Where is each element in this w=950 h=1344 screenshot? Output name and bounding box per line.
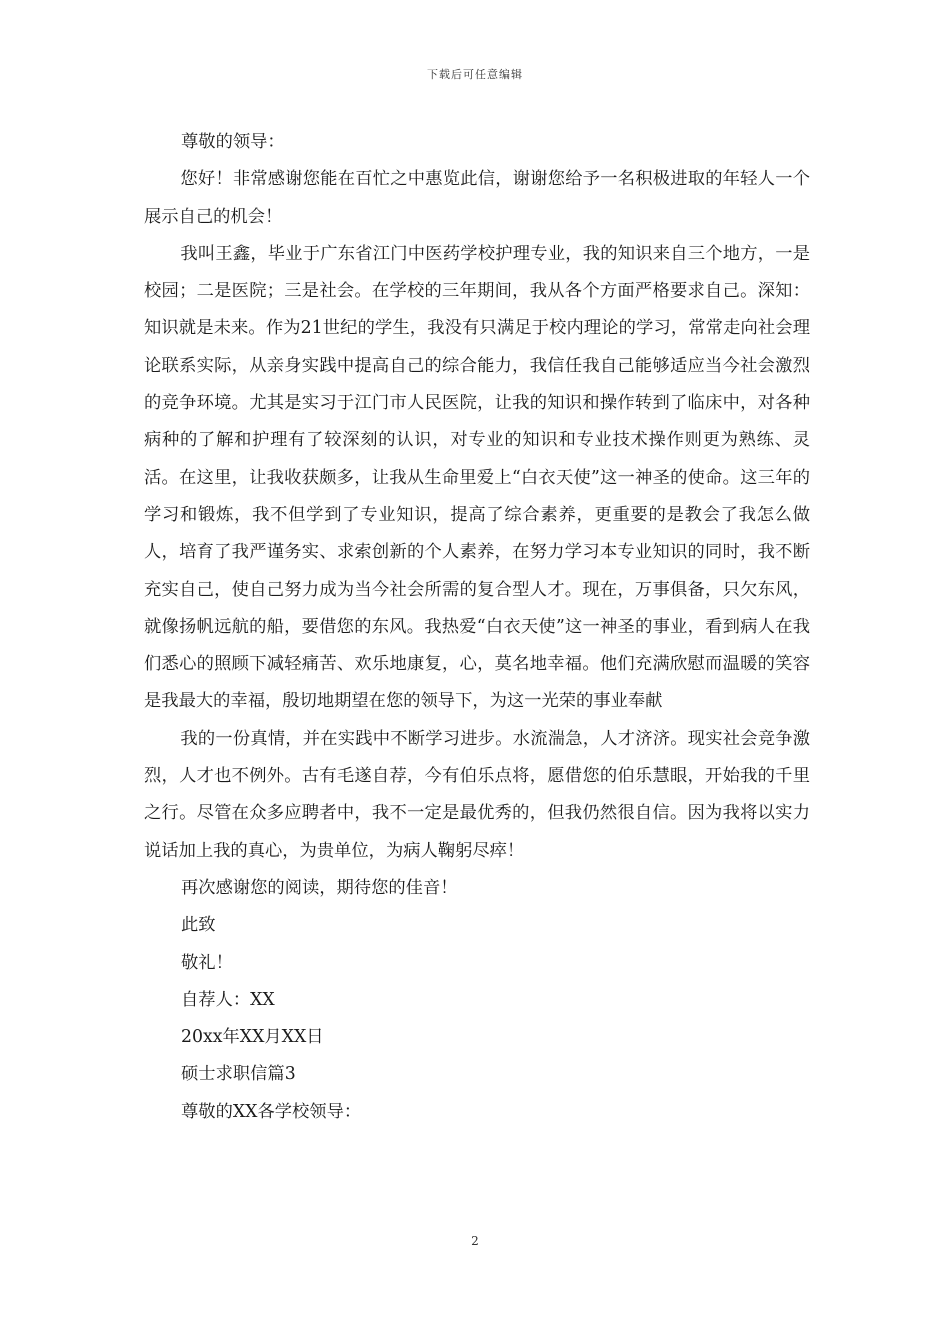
page-header: 下载后可任意编辑 [427,68,523,81]
paragraph-3: 我的一份真情，并在实践中不断学习进步。水流湍急，人才济济。现实社会竞争激烈，人才也不例外。古有毛遂自荐，今有伯乐点将，愿借您的伯乐慧眼，开始我的千里之行。尽管在众多应聘者中，我不一定是最优秀的，但我仍然很自信。因为我将以实力说话加上我的真心，为贵单位，为病人鞠躬尽瘁！ [144,728,810,861]
closing-jingli: 敬礼！ [181,952,233,973]
closing-thanks: 再次感谢您的阅读，期待您的佳音！ [181,877,458,898]
page-number: 2 [471,1234,479,1248]
closing-cizhi: 此致 [181,915,216,936]
date: 20xx年XX月XX日 [181,1027,324,1048]
paragraph-2: 我叫王鑫，毕业于广东省江门中医药学校护理专业，我的知识来自三个地方，一是校园；二是医院；三是社会。在学校的三年期间，我从各个方面严格要求自己。深知：知识就是未来。作为21世纪的学生，我没有只满足于校内理论的学习，常常走向社会理论联系实际，从亲身实践中提高自己的综合能力，我信任我自己能够适应当今社会激烈的竞争环境。尤其是实习于江门市人民医院，让我的知识和操作转到了临床中，对各种病种的了解和护理有了较深刻的认识，对专业的知识和专业技术操作则更为熟练、灵活。在这里，让我收获颇多，让我从生命里爱上“白衣天使”这一神圣的使命。这三年的学习和锻炼，我不但学到了专业知识，提高了综合素养，更重要的是教会了我怎么做人，培育了我严谨务实、求索创新的个人素养，在努力学习本专业知识的同时，我不断充实自己，使自己努力成为当今社会所需的复合型人才。现在，万事俱备，只欠东风，就像扬帆远航的船，要借您的东风。我热爱“白衣天使”这一神圣的事业，看到病人在我们悉心的照顾下减轻痛苦、欢乐地康复，心，莫名地幸福。他们充满欣慰而温暖的笑容是我最大的幸福，殷切地期望在您的领导下，为这一光荣的事业奉献 [144,243,810,712]
section-title: 硕士求职信篇3 [181,1064,296,1085]
signature: 自荐人：XX [181,989,275,1010]
document-body [144,124,810,1131]
next-salutation: 尊敬的XX各学校领导： [181,1101,362,1122]
salutation: 尊敬的领导： [181,132,285,152]
paragraph-1: 您好！非常感谢您能在百忙之中惠览此信，谢谢您给予一名积极进取的年轻人一个展示自己的机会！ [144,169,810,227]
